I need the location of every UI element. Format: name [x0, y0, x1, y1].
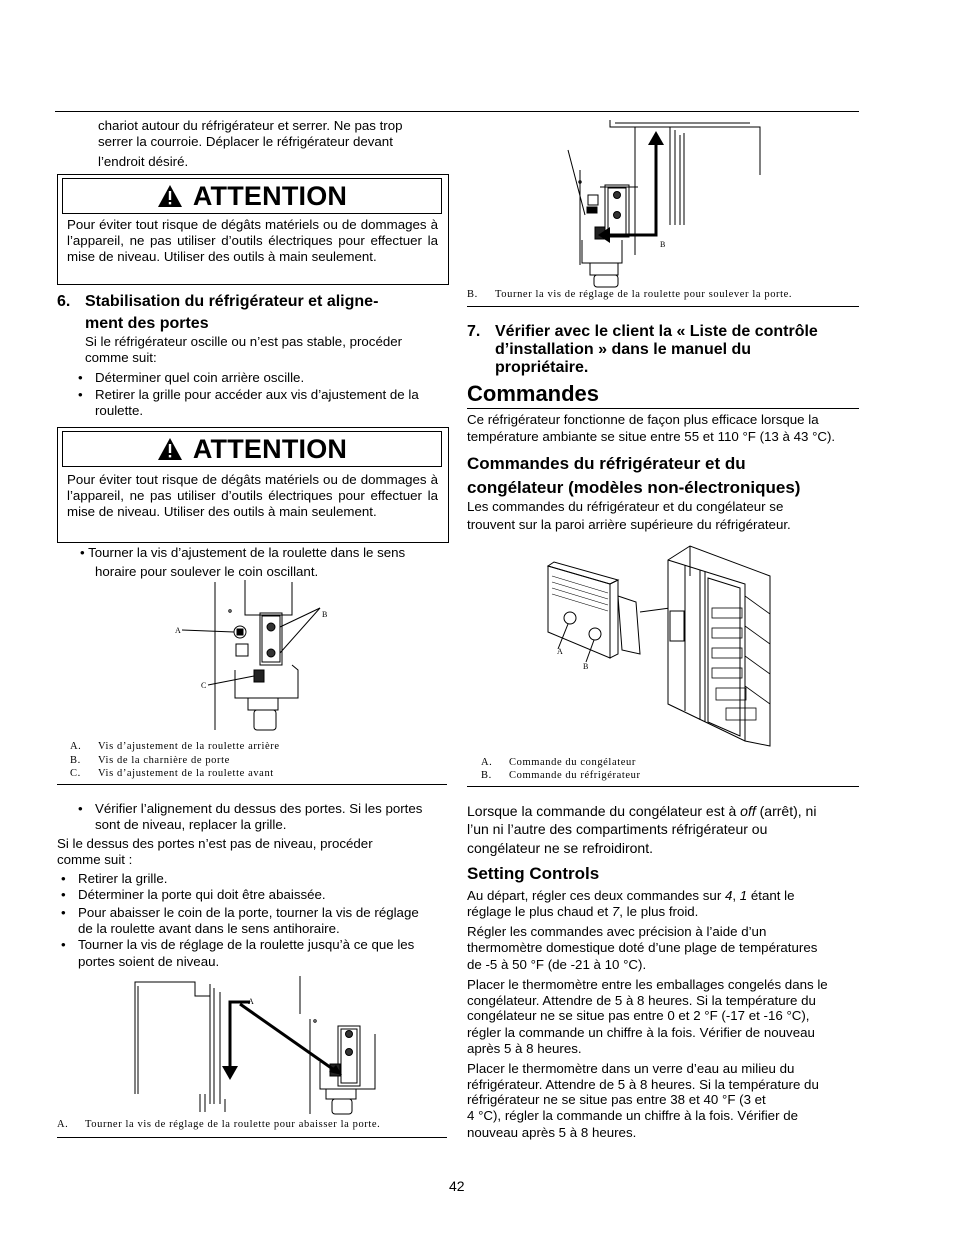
fig1-callout-b: B: [322, 610, 328, 619]
step6-number: 6.: [57, 293, 71, 310]
setting-p1-v1: 4: [724, 888, 733, 903]
step6-bullet-2: • Retirer la grille pour accéder aux vis d’ajustement de la: [78, 387, 419, 402]
setting-p3-line1: Placer le thermomètre entre les emballages congelés dans le: [467, 977, 828, 992]
fig1-callout-c: C: [201, 681, 207, 690]
bullet2-3: • Pour abaisser le coin de la porte, tourner la vis de réglage: [61, 905, 419, 920]
off-para-pre: Lorsque la commande du congélateur est à: [467, 803, 741, 819]
fig2-caption: [57, 1119, 380, 1130]
commandes-rule: [467, 408, 859, 409]
attention-box-2: [57, 427, 449, 543]
attention-header-1: [62, 178, 442, 214]
setting-p4-line2: réfrigérateur. Attendre de 5 à 8 heures. Si la température du: [467, 1077, 819, 1092]
page-number: 42: [449, 1178, 465, 1194]
step6-bullet-1-text: Déterminer quel coin arrière oscille.: [95, 370, 305, 385]
step7-line2: d’installation » dans le manuel du: [495, 341, 752, 358]
sub-intro-line2: trouvent sur la paroi arrière supérieure du réfrigérateur.: [467, 517, 791, 532]
fig3-caption-label: B.: [467, 289, 478, 300]
setting-p4-line1: Placer le thermomètre dans un verre d’eau au milieu du: [467, 1061, 795, 1076]
intro-line-1: chariot autour du réfrigérateur et serrer. Ne pas trop: [98, 118, 403, 133]
setting-p1-line2-pre: réglage le plus chaud et: [467, 904, 612, 919]
bullet2-2: • Déterminer la porte qui doit être abaissée.: [61, 887, 326, 902]
setting-p2-line3: de -5 à 50 °F (de -21 à 10 °C).: [467, 957, 647, 972]
fig4-caption-b-text: Commande du réfrigérateur: [509, 770, 641, 781]
fig2-caption-text: Tourner la vis de réglage de la roulette pour abaisser la porte.: [85, 1119, 381, 1130]
attention-body-1: Pour éviter tout risque de dégâts matériels ou de dommages à l’appareil, ne pas utiliser d’outils électriques pour effectuer la mise de niveau. Utiliser des outils à main seulement.: [67, 217, 438, 264]
step6-bullet-2-cont: roulette.: [95, 403, 144, 418]
bullet2-3-text: Pour abaisser le coin de la porte, tourner la vis de réglage: [78, 905, 419, 920]
fig4-callout-a: A: [557, 647, 563, 656]
fig3-callout-b: B: [660, 240, 666, 249]
figure-raise-door: [560, 115, 770, 290]
attention-box-1: [57, 174, 449, 285]
verify-bullet-line2: sont de niveau, replacer la grille.: [95, 817, 287, 832]
setting-p3-line3: congélateur ne se situe pas entre 0 et 2 °F (-17 et -16 °C),: [467, 1008, 810, 1023]
figure-caster-adjustment: [170, 580, 340, 740]
intro-line-2: serrer la courroie. Déplacer le réfrigérateur devant: [98, 134, 393, 149]
fig1-caption-a-text: Vis d’ajustement de la roulette arrière: [98, 741, 280, 752]
not-level-line1: Si le dessus des portes n’est pas de niveau, procéder: [57, 836, 373, 851]
sub-heading-line1: Commandes du réfrigérateur et du: [467, 454, 746, 473]
off-para-off: off: [740, 803, 756, 819]
setting-p2-line2: thermomètre domestique doté d’une plage de températures: [467, 940, 818, 955]
setting-controls-heading: Setting Controls: [467, 864, 600, 883]
turn-bullet-line2: horaire pour soulever le coin oscillant.: [95, 564, 319, 579]
fig1-caption-c: [70, 768, 274, 779]
fig1-caption-a-label: A.: [70, 741, 82, 752]
off-para-line3: congélateur ne se refroidiront.: [467, 840, 653, 856]
figure-controls: [540, 536, 790, 751]
fig4-caption-a-text: Commande du congélateur: [509, 757, 636, 768]
setting-p3-line2: congélateur. Attendre de 5 à 8 heures. Si la température du: [467, 993, 816, 1008]
setting-p4-line5: nouveau après 5 à 8 heures.: [467, 1125, 637, 1140]
off-para-line1: [467, 803, 816, 820]
commandes-intro-line2: température ambiante se situe entre 55 et 110 °F (13 à 43 °C).: [467, 429, 836, 444]
attention-body-2: Pour éviter tout risque de dégâts matériels ou de dommages à l’appareil, ne pas utiliser d’outils électriques pour effectuer la mise de niveau. Utiliser des outils à main seulement.: [67, 472, 438, 519]
fig4-rule: [467, 786, 859, 787]
verify-bullet: • Vérifier l’alignement du dessus des portes. Si les portes: [78, 801, 423, 816]
fig3-caption: [467, 289, 792, 300]
fig3-caption-text: Tourner la vis de réglage de la roulette pour soulever la porte.: [495, 289, 793, 300]
fig4-caption-b: [481, 770, 641, 781]
fig4-callout-b: B: [583, 662, 589, 671]
sub-intro-line1: Les commandes du réfrigérateur et du congélateur se: [467, 499, 784, 514]
fig1-caption-c-text: Vis d’ajustement de la roulette avant: [98, 768, 274, 779]
off-para-post: (arrêt), ni: [755, 803, 817, 819]
fig1-rule: [57, 784, 447, 785]
bullet2-1-text: Retirer la grille.: [78, 871, 168, 886]
setting-p3-line4: régler la commande un chiffre à la fois. Vérifier de nouveau: [467, 1025, 815, 1040]
bullet2-4-cont: portes soient de niveau.: [78, 954, 220, 969]
bullet2-1: • Retirer la grille.: [61, 871, 168, 886]
sub-heading-line2: congélateur (modèles non-électroniques): [467, 478, 801, 497]
fig2-caption-label: A.: [57, 1119, 69, 1130]
fig1-caption-a: [70, 741, 280, 752]
bullet2-4-text: Tourner la vis de réglage de la roulette jusqu’à ce que les: [78, 937, 415, 952]
fig4-caption-b-label: B.: [481, 770, 492, 781]
setting-p1-pre: Au départ, régler ces deux commandes sur: [467, 888, 725, 903]
fig3-rule: [467, 306, 859, 307]
top-rule: [55, 111, 859, 112]
bullet2-4: • Tourner la vis de réglage de la roulette jusqu’à ce que les: [61, 937, 415, 952]
setting-p2-line1: Régler les commandes avec précision à l’aide d’un: [467, 924, 767, 939]
fig4-caption-a: [481, 757, 636, 768]
setting-p1-mid: ,: [732, 888, 740, 903]
verify-bullet-text: Vérifier l’alignement du dessus des portes. Si les portes: [95, 801, 423, 816]
warning-triangle-icon: [157, 437, 183, 461]
bullet2-2-text: Déterminer la porte qui doit être abaissée.: [78, 887, 326, 902]
commandes-intro-line1: Ce réfrigérateur fonctionne de façon plus efficace lorsque la: [467, 412, 819, 427]
step6-intro-line1: Si le réfrigérateur oscille ou n’est pas stable, procéder: [85, 334, 403, 349]
step6-bullet-1: • Déterminer quel coin arrière oscille.: [78, 370, 305, 385]
figure-lower-door: [130, 974, 390, 1114]
intro-line-3: l’endroit désiré.: [98, 154, 189, 169]
step6-title-line1: Stabilisation du réfrigérateur et aligne-: [85, 293, 379, 310]
setting-p1-v3: 7: [611, 904, 620, 919]
fig1-callout-a: A: [175, 626, 181, 635]
setting-p3-line5: après 5 à 8 heures.: [467, 1041, 582, 1056]
commandes-heading: Commandes: [467, 381, 600, 406]
step6-bullet-2-text: Retirer la grille pour accéder aux vis d’ajustement de la: [95, 387, 419, 402]
setting-p1-v2: 1: [739, 888, 748, 903]
attention-header-2: [62, 431, 442, 467]
step7-line3: propriétaire.: [495, 359, 589, 376]
fig2-rule: [57, 1137, 447, 1138]
setting-p1-post: étant le: [747, 888, 795, 903]
not-level-line2: comme suit :: [57, 852, 133, 867]
setting-p1-line2-post: , le plus froid.: [619, 904, 699, 919]
bullet2-3-cont: de la roulette avant dans le sens antihoraire.: [78, 921, 340, 936]
setting-p4-line4: 4 °C), régler la commande un chiffre à la fois. Vérifier de: [467, 1108, 798, 1123]
step7-line1: Vérifier avec le client la « Liste de contrôle: [495, 323, 818, 340]
warning-triangle-icon: [157, 184, 183, 208]
setting-p1-line1: [467, 888, 794, 904]
fig1-caption-b: [70, 755, 230, 766]
step6-intro-line2: comme suit:: [85, 350, 157, 365]
fig1-caption-b-text: Vis de la charnière de porte: [98, 755, 230, 766]
fig1-caption-b-label: B.: [70, 755, 81, 766]
setting-p4-line3: réfrigérateur ne se situe pas entre 38 et 40 °F (3 et: [467, 1092, 766, 1107]
fig4-caption-a-label: A.: [481, 757, 493, 768]
off-para-line2: l’un ni l’autre des compartiments réfrigérateur ou: [467, 821, 768, 837]
fig1-caption-c-label: C.: [70, 768, 81, 779]
fig2-callout-a: A: [248, 997, 254, 1006]
turn-bullet-line1: • Tourner la vis d’ajustement de la roulette dans le sens: [80, 545, 406, 560]
attention-title-2: ATTENTION: [192, 433, 348, 464]
step7-number: 7.: [467, 323, 481, 340]
setting-p1-line2: [467, 904, 698, 920]
step6-title-line2: ment des portes: [85, 315, 209, 332]
attention-title-1: ATTENTION: [192, 180, 348, 211]
